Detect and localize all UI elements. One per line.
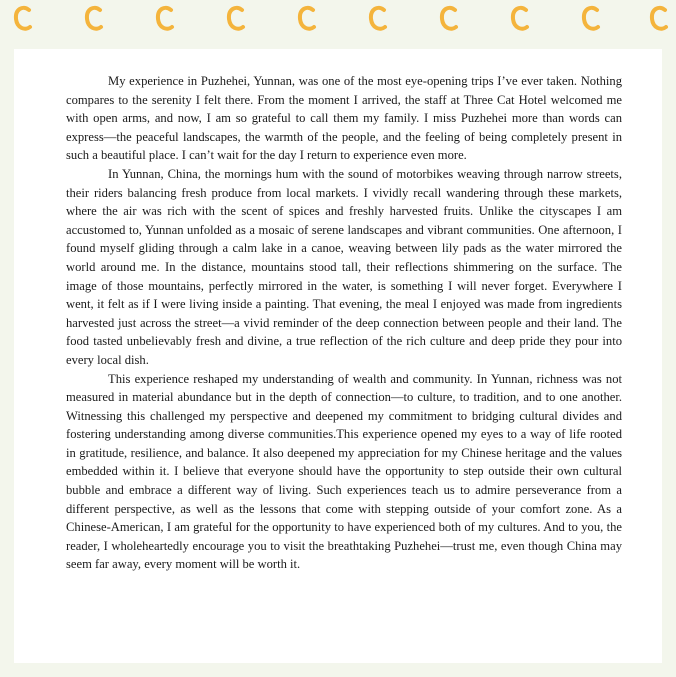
spiral-ring-icon (225, 4, 247, 34)
spiral-ring-icon (83, 4, 105, 34)
essay-body (66, 72, 622, 574)
spiral-ring-icon (438, 4, 460, 34)
spiral-ring-icon (12, 4, 34, 34)
essay-paragraph-2: In Yunnan, China, the mornings hum with the sound of motorbikes weaving through narrow streets, their riders balancing fresh produce from local markets. I vividly recall wandering through these markets, where the air was rich with the scent of spices and freshly harvested fruits. Unlike the cityscapes I am accustomed to, Yunnan unfolded as a mosaic of serene landscapes and vibrant communities. One afternoon, I found myself gliding through a calm lake in a canoe, weaving between lily pads as the water mirrored the world around me. In the distance, mountains stood tall, their reflections shimmering on the surface. The image of those mountains, perfectly mirrored in the water, is something I will never forget. Everywhere I went, it felt as if I were living inside a painting. That evening, the meal I enjoyed was made from ingredients harvested just across the street—a vivid reminder of the deep connection between people and their land. The food tasted unbelievably fresh and divine, a true reflection of the rich culture and deep pride they pour into every local dish. (66, 166, 622, 367)
spiral-ring-icon (509, 4, 531, 34)
essay-paragraph-1: My experience in Puzhehei, Yunnan, was one of the most eye-opening trips I’ve ever taken. Nothing compares to the serenity I felt there. From the moment I arrived, the staff at Three Cat Hotel welcomed me with open arms, and now, I am so grateful to call them my family. I miss Puzhehei more than words can express—the peaceful landscapes, the warmth of the people, and the feeling of being completely present in such a beautiful place. I can’t wait for the day I return to experience even more. (66, 74, 622, 163)
spiral-ring-icon (154, 4, 176, 34)
spiral-ring-icon (296, 4, 318, 34)
spiral-binding (0, 0, 676, 40)
spiral-ring-icon (367, 4, 389, 34)
spiral-ring-icon (648, 4, 670, 34)
spiral-ring-icon (580, 4, 602, 34)
essay-paragraph-3: This experience reshaped my understanding of wealth and community. In Yunnan, richness was not measured in material abundance but in the depth of connection—to culture, to tradition, and to one another. Witnessing this challenged my perspective and deepened my commitment to bridging cultural divides and fostering understanding among diverse communities.This experience opened my eyes to a way of life rooted in gratitude, resilience, and balance. It also deepened my appreciation for my Chinese heritage and the values embedded within it. I believe that everyone should have the opportunity to step outside their own cultural bubble and embrace a different way of living. Such experiences teach us to admire perseverance from a different perspective, as well as the lessons that come with stepping outside of your comfort zone. As a Chinese-American, I am grateful for the opportunity to have experienced both of my cultures. And to you, the reader, I wholeheartedly encourage you to visit the breathtaking Puzhehei—trust me, even though China may seem far away, every moment will be worth it. (66, 371, 622, 572)
